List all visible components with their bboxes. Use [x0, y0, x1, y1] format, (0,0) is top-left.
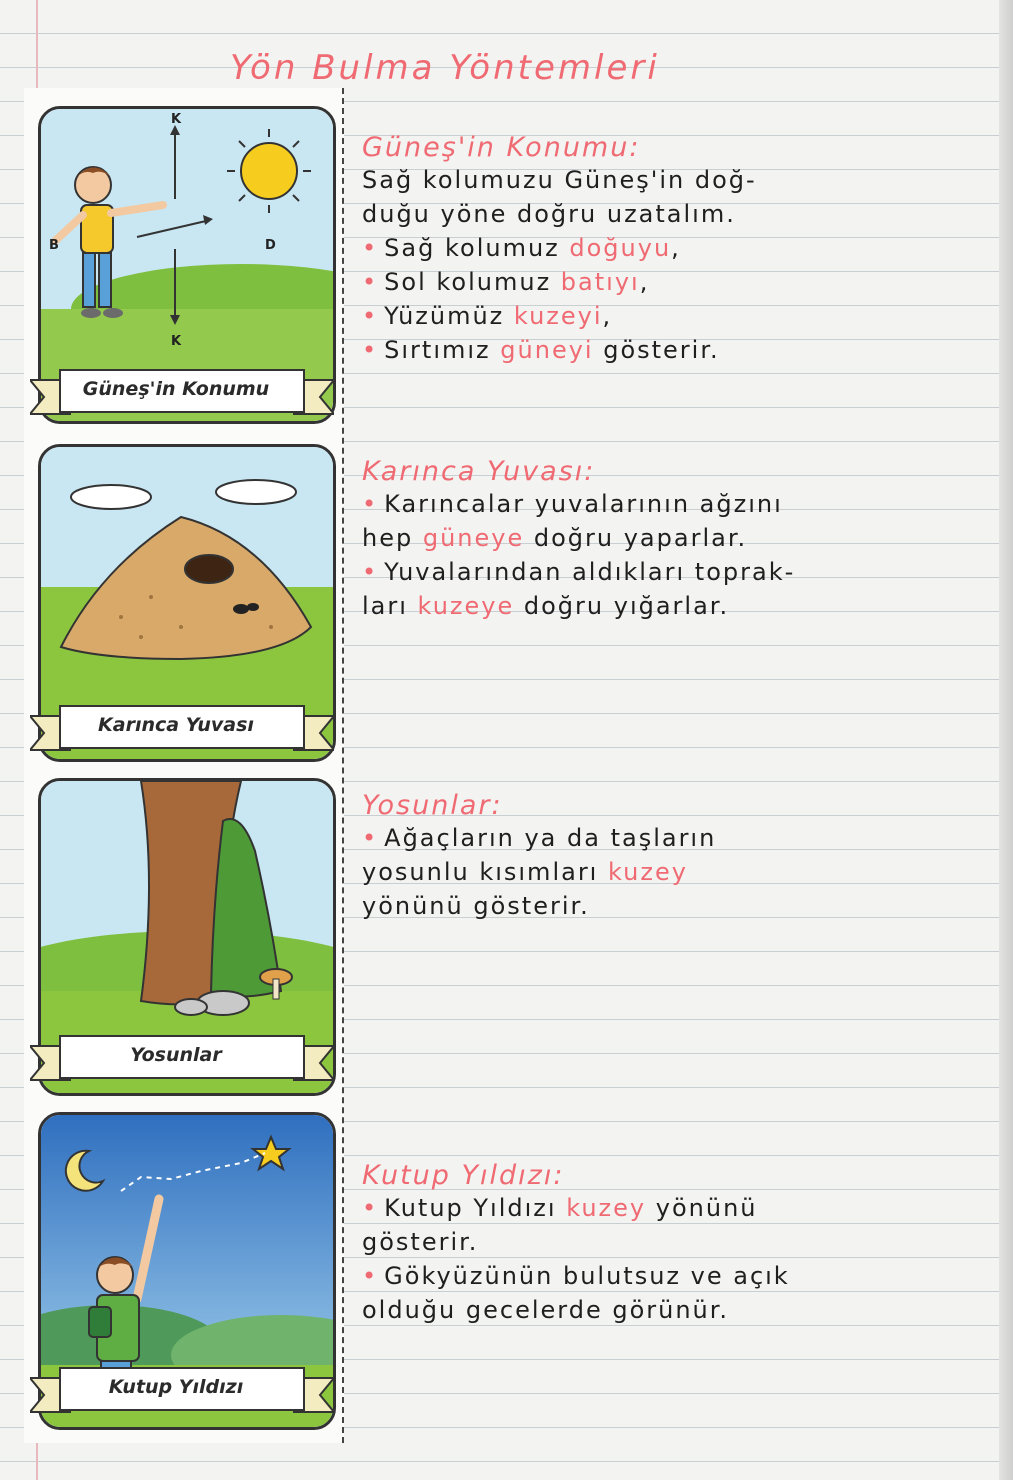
- ant-heading: Karınca Yuvası:: [362, 456, 596, 487]
- sun-heading: Güneş'in Konumu:: [362, 132, 641, 163]
- moss-heading: Yosunlar:: [362, 790, 503, 821]
- moss-line-1: • Ağaçların ya da taşların: [362, 824, 717, 852]
- moss-line-2: yosunlu kısımları kuzey: [362, 858, 688, 886]
- east-label: D: [265, 238, 276, 253]
- star-line-4: olduğu gecelerde görünür.: [362, 1296, 730, 1324]
- north-label-top: K: [171, 112, 182, 127]
- page-title: Yön Bulma Yöntemleri: [230, 48, 660, 88]
- star-card-label: Kutup Yıldızı: [108, 1376, 244, 1398]
- sun-line-1: Sağ kolumuzu Güneş'in doğ-: [362, 166, 757, 194]
- west-label: B: [49, 238, 59, 253]
- moss-card-label: Yosunlar: [130, 1044, 222, 1066]
- ant-line-1: • Karıncalar yuvalarının ağzını: [362, 490, 783, 518]
- star-line-3: • Gökyüzünün bulutsuz ve açık: [362, 1262, 790, 1290]
- ant-section: [362, 456, 962, 623]
- north-label-bottom: K: [171, 334, 182, 349]
- sun-section: [362, 132, 962, 367]
- star-section: [362, 1160, 962, 1327]
- moss-section: [362, 790, 962, 923]
- ant-card-label: Karınca Yuvası: [98, 714, 254, 736]
- sun-bullet-1: • Sağ kolumuz doğuyu,: [362, 234, 681, 262]
- page-edge: [999, 0, 1013, 1480]
- ant-line-4: ları kuzeye doğru yığarlar.: [362, 592, 730, 620]
- sun-card-label: Güneş'in Konumu: [82, 378, 270, 400]
- sun-line-2: duğu yöne doğru uzatalım.: [362, 200, 736, 228]
- ant-line-3: • Yuvalarından aldıkları toprak-: [362, 558, 796, 586]
- ant-line-2: hep güneye doğru yaparlar.: [362, 524, 748, 552]
- moss-line-3: yönünü gösterir.: [362, 892, 590, 920]
- star-heading: Kutup Yıldızı:: [362, 1160, 565, 1191]
- sun-bullet-3: • Yüzümüz kuzeyi,: [362, 302, 613, 330]
- star-line-1: • Kutup Yıldızı kuzey yönünü: [362, 1194, 758, 1222]
- sun-bullet-4: • Sırtımız güneyi gösterir.: [362, 336, 720, 364]
- card-strip: [24, 88, 344, 1443]
- sun-bullet-2: • Sol kolumuz batıyı,: [362, 268, 650, 296]
- star-line-2: gösterir.: [362, 1228, 479, 1256]
